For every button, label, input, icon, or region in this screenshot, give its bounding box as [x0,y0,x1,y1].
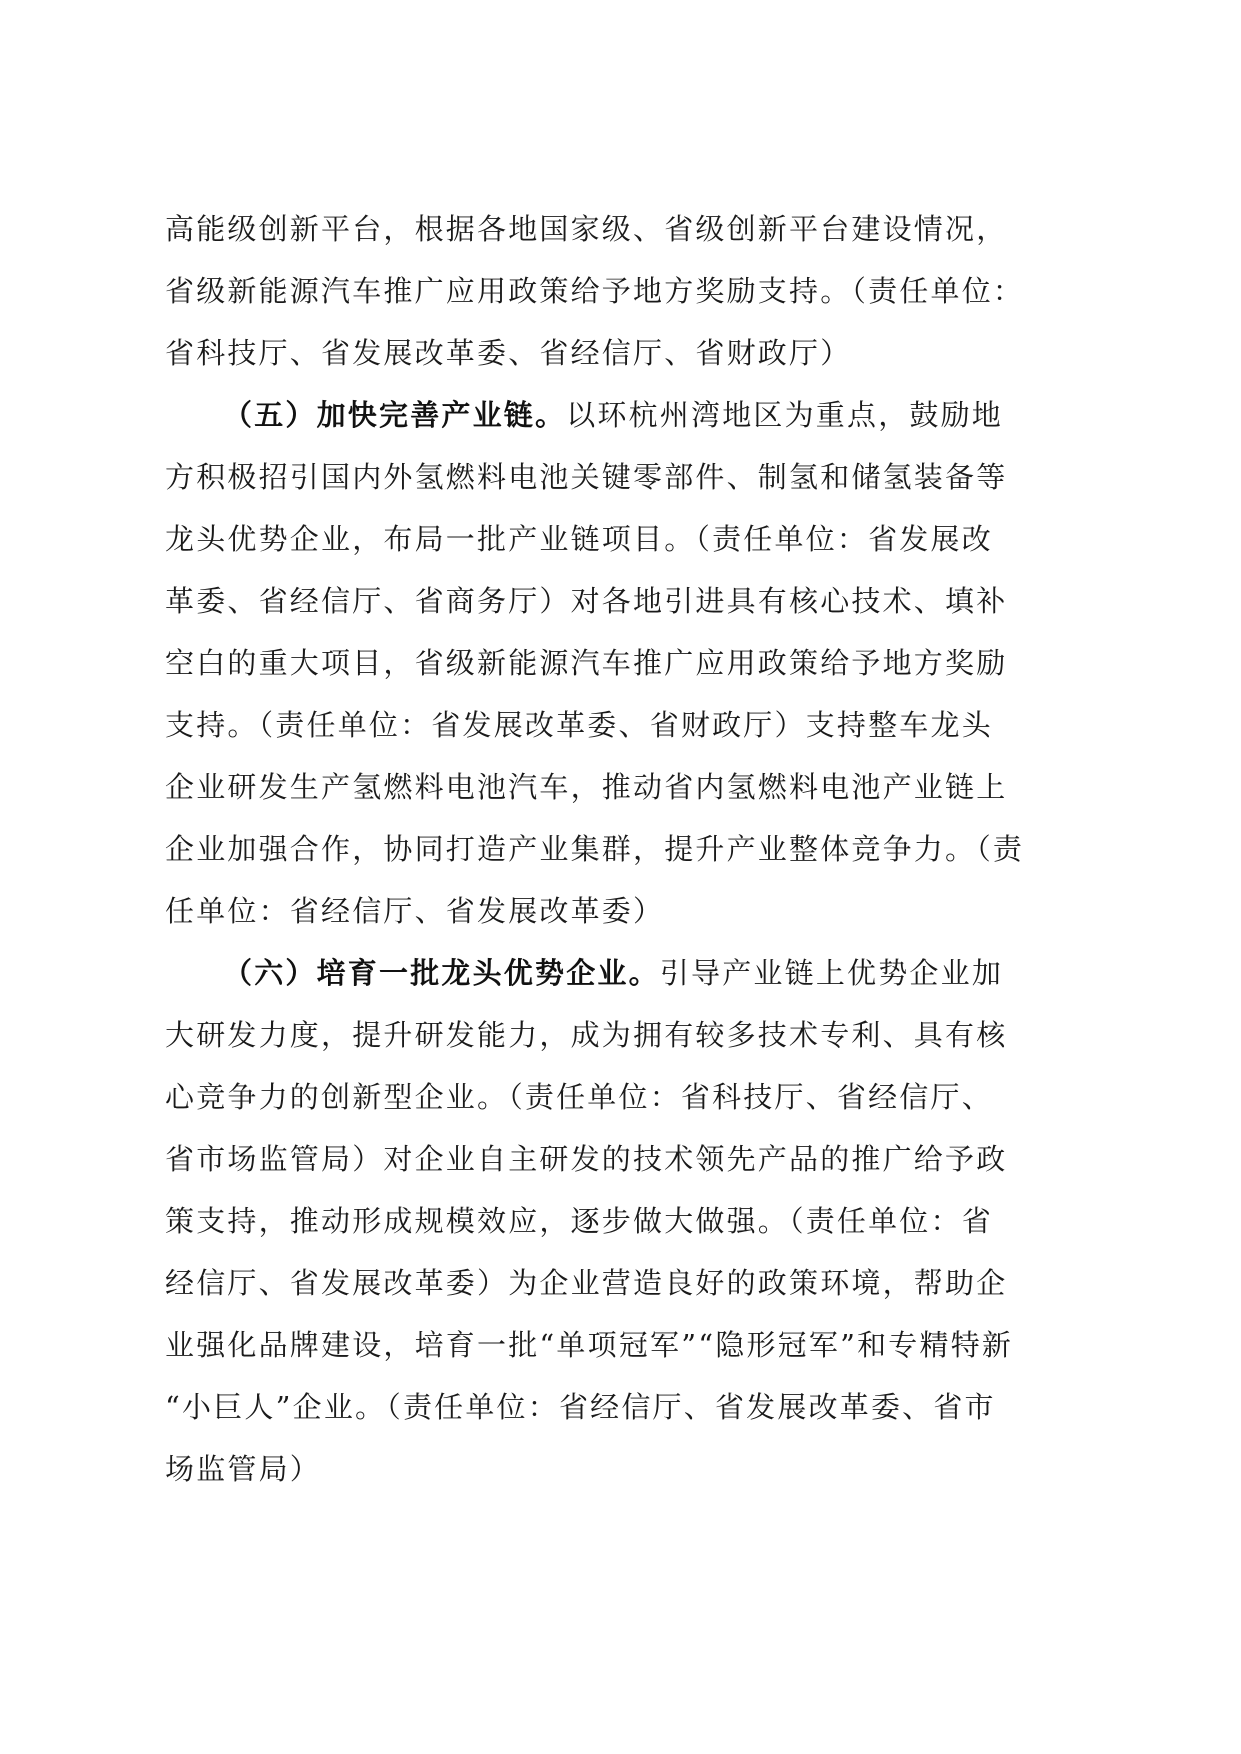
text-line: 省市场监管局）对企业自主研发的技术领先产品的推广给予政 [165,1142,1008,1176]
text-line: 企业研发生产氢燃料电池汽车，推动省内氢燃料电池产业链上 [165,770,1008,804]
text-line: “小巨人”企业。（责任单位：省经信厅、省发展改革委、省市 [165,1390,996,1424]
text-line: 空白的重大项目，省级新能源汽车推广应用政策给予地方奖励 [165,646,1008,680]
text-run: 引导产业链上优势企业加 [659,956,1004,990]
text-line: 省级新能源汽车推广应用政策给予地方奖励支持。（责任单位： [165,274,1025,308]
section-heading: （六）培育一批龙头优势企业。 [223,956,660,990]
text-line: 心竞争力的创新型企业。（责任单位：省科技厅、省经信厅、 [165,1080,993,1114]
section-heading: （五）加快完善产业链。 [223,398,567,432]
text-run: 以环杭州湾地区为重点，鼓励地 [566,398,1004,432]
text-line: 大研发力度，提升研发能力，成为拥有较多技术专利、具有核 [165,1018,1008,1052]
text-line: 业强化品牌建设，培育一批“单项冠军”“隐形冠军”和专精特新 [165,1328,1014,1362]
text-line: 高能级创新平台，根据各地国家级、省级创新平台建设情况， [165,212,1008,246]
text-line: 方积极招引国内外氢燃料电池关键零部件、制氢和储氢装备等 [165,460,1008,494]
paragraph-first-line [223,390,1080,440]
text-line: 场监管局） [165,1452,322,1486]
text-line: 省科技厅、省发展改革委、省经信厅、省财政厅） [165,336,852,370]
text-line: 策支持，推动形成规模效应，逐步做大做强。（责任单位：省 [165,1204,993,1238]
paragraph-first-line [223,948,1080,998]
text-line: 企业加强合作，协同打造产业集群，提升产业整体竞争力。（责 [165,832,1025,866]
text-line: 革委、省经信厅、省商务厅）对各地引进具有核心技术、填补 [165,584,1008,618]
text-line: 龙头优势企业，布局一批产业链项目。（责任单位：省发展改 [165,522,993,556]
text-line: 支持。（责任单位：省发展改革委、省财政厅）支持整车龙头 [165,708,993,742]
text-line: 任单位：省经信厅、省发展改革委） [165,894,665,928]
text-line: 经信厅、省发展改革委）为企业营造良好的政策环境，帮助企 [165,1266,1008,1300]
